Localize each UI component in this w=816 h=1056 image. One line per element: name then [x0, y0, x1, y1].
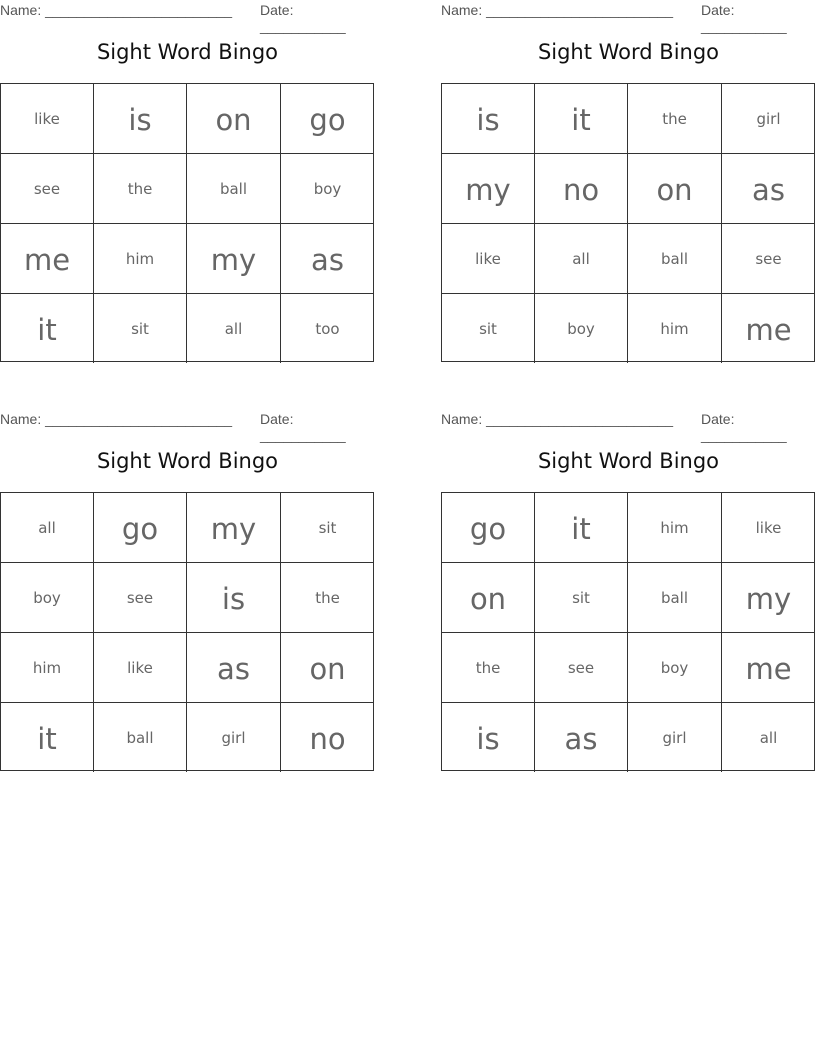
bingo-cell: is	[442, 84, 535, 154]
bingo-cell: me	[722, 633, 815, 703]
bingo-cell: as	[281, 224, 374, 294]
name-field-label: Name: ________________________	[441, 2, 673, 18]
bingo-cell: all	[187, 294, 281, 363]
name-field-label: Name: ________________________	[0, 2, 232, 18]
bingo-cell: girl	[187, 703, 281, 772]
bingo-cell: him	[628, 493, 722, 563]
bingo-cell: the	[281, 563, 374, 633]
name-field-label: Name: ________________________	[0, 411, 232, 427]
bingo-cell: no	[535, 154, 628, 224]
bingo-cell: all	[535, 224, 628, 294]
card-header-line	[0, 411, 375, 443]
bingo-cell: go	[281, 84, 374, 154]
bingo-grid	[441, 83, 815, 362]
bingo-cell: is	[187, 563, 281, 633]
bingo-cell: boy	[628, 633, 722, 703]
date-field-label: Date: ___________	[701, 2, 787, 34]
bingo-cell: on	[628, 154, 722, 224]
bingo-grid	[0, 492, 374, 771]
card-title: Sight Word Bingo	[96, 40, 279, 64]
bingo-cell: on	[281, 633, 374, 703]
bingo-cell: boy	[1, 563, 94, 633]
card-header-line	[441, 411, 816, 443]
bingo-cell: my	[442, 154, 535, 224]
bingo-cell: ball	[628, 563, 722, 633]
bingo-card	[441, 0, 816, 347]
bingo-cell: him	[1, 633, 94, 703]
bingo-cell: as	[187, 633, 281, 703]
bingo-cell: my	[722, 563, 815, 633]
bingo-card	[0, 0, 375, 347]
card-title: Sight Word Bingo	[537, 40, 720, 64]
bingo-cell: is	[94, 84, 187, 154]
bingo-cell: it	[535, 84, 628, 154]
card-title: Sight Word Bingo	[537, 449, 720, 473]
bingo-cell: it	[1, 294, 94, 363]
card-title: Sight Word Bingo	[96, 449, 279, 473]
bingo-cell: see	[1, 154, 94, 224]
bingo-cell: sit	[281, 493, 374, 563]
bingo-cell: ball	[187, 154, 281, 224]
bingo-cell: like	[722, 493, 815, 563]
bingo-cell: girl	[628, 703, 722, 772]
bingo-cell: sit	[535, 563, 628, 633]
bingo-cell: the	[442, 633, 535, 703]
card-header-line	[441, 2, 816, 34]
bingo-cell: no	[309, 721, 346, 756]
bingo-cell: see	[535, 633, 628, 703]
bingo-cell: my	[187, 493, 281, 563]
bingo-card	[441, 409, 816, 756]
bingo-cell: like	[1, 84, 94, 154]
date-field-label: Date: ___________	[701, 411, 787, 443]
bingo-cell: go	[94, 493, 187, 563]
bingo-cell: boy	[281, 154, 374, 224]
date-field-label: Date: ___________	[260, 411, 346, 443]
bingo-cell: go	[442, 493, 535, 563]
bingo-cell: me	[1, 224, 94, 294]
bingo-cell: it	[1, 703, 94, 772]
bingo-cell: all	[759, 728, 778, 747]
bingo-cell: see	[722, 224, 815, 294]
bingo-cell: me	[745, 312, 792, 347]
bingo-cell: the	[628, 84, 722, 154]
bingo-cell: see	[94, 563, 187, 633]
bingo-cell: ball	[628, 224, 722, 294]
bingo-cell: like	[94, 633, 187, 703]
bingo-cell: too	[315, 319, 340, 338]
bingo-cell: is	[442, 703, 535, 772]
bingo-grid	[441, 492, 815, 771]
bingo-cell: sit	[94, 294, 187, 363]
bingo-cell: boy	[535, 294, 628, 363]
card-header-line	[0, 2, 375, 34]
bingo-cell: the	[94, 154, 187, 224]
bingo-cell: ball	[94, 703, 187, 772]
date-field-label: Date: ___________	[260, 2, 346, 34]
name-field-label: Name: ________________________	[441, 411, 673, 427]
bingo-cell: as	[535, 703, 628, 772]
bingo-cell: girl	[722, 84, 815, 154]
bingo-cell: sit	[442, 294, 535, 363]
bingo-cell: my	[187, 224, 281, 294]
bingo-cell: him	[94, 224, 187, 294]
bingo-grid	[0, 83, 374, 362]
bingo-card	[0, 409, 375, 756]
bingo-cell: him	[628, 294, 722, 363]
bingo-cell: like	[442, 224, 535, 294]
bingo-cell: it	[535, 493, 628, 563]
bingo-cell: all	[1, 493, 94, 563]
bingo-cell: on	[187, 84, 281, 154]
bingo-cell: as	[722, 154, 815, 224]
bingo-cell: on	[442, 563, 535, 633]
